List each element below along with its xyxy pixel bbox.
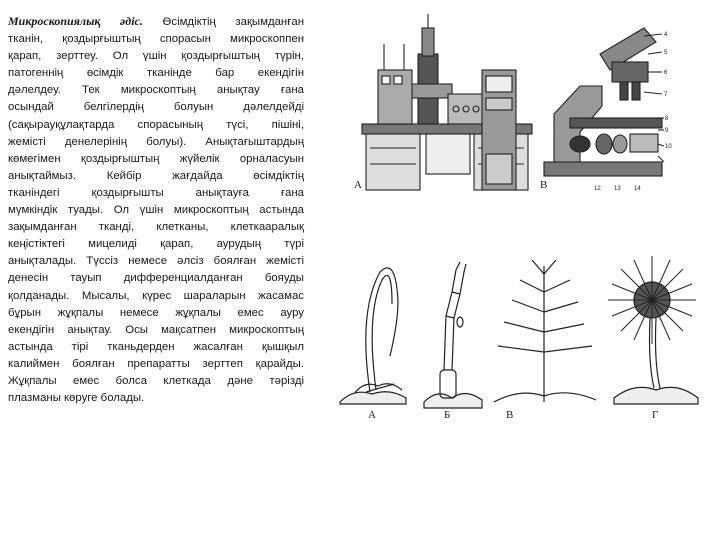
text-line: тканін, қоздырғыштың спорасын микроскоппен — [8, 33, 304, 46]
text-line: тканіндегі қоздырғышты анықтауға ғана — [8, 186, 304, 199]
text-line: екендігін анықтау. Осы мақсатпен микроскоптың — [8, 323, 304, 336]
text-line: калиймен боялған препаратты зерттеп қарайды. — [8, 357, 304, 370]
section-lead: Микроскопиялық әдіс. — [8, 14, 143, 28]
text-line: анықталады. Түссіз немесе әлсіз боялған жемісті — [8, 255, 304, 268]
text-line: қарап, зерттеу. Ол үшін қоздырғыштың түрін, — [8, 50, 304, 63]
text-line: Жұқпалы емес болса клеткада дәне тәрізді — [8, 374, 304, 387]
callout-label: 8 — [665, 116, 669, 122]
text-line: патогеннің өсімдік тканінде бар екендігін — [8, 67, 304, 80]
callout-label: 14 — [634, 186, 641, 192]
callout-label: 6 — [664, 70, 668, 76]
text-line: (сақырауқұлақтарда спорасының түсі, пішіні, — [8, 118, 304, 131]
radiating-sporangium-illustration-g — [608, 256, 698, 404]
description-paragraph — [8, 13, 304, 407]
text-line: мүмкіндік туады. Ол үшін микроскоптың астында — [8, 204, 304, 217]
figure-label-v: В — [506, 409, 514, 420]
text-line: Микроскопиялық әдіс. Өсімдіктің зақымданған — [8, 14, 305, 28]
callout-label: 5 — [664, 50, 668, 56]
hypha-illustration-a — [340, 268, 406, 404]
text-line: бұрын жұқпалы немесе жұқпалы емес ауру — [8, 306, 304, 319]
text-line: астында тірі тканьдерден жасалған қышқыл — [8, 340, 304, 353]
light-microscope-illustration — [544, 28, 664, 176]
text-line: көмегімен қоздырғыштың жүйелік орналасуын — [8, 152, 304, 165]
callout-label: 4 — [664, 32, 668, 38]
conidiophore-illustration-b — [424, 262, 482, 408]
text-line: зақымданған тканді, клетканы, клеткааралық — [8, 221, 304, 234]
text-line: қолданады. Мысалы, күрес шараларын жасамас — [8, 289, 304, 302]
text-line: плазманы көруге болады. — [8, 392, 145, 405]
callout-label: 7 — [664, 92, 668, 98]
figure-label-b: Б — [444, 409, 451, 420]
text-line: денесін тауып дифференциалданған бояуды — [8, 272, 304, 285]
text-line: кеңістіктегі мицелиді қарап, аурудың түрі — [8, 238, 304, 251]
figure-label-b: B — [540, 179, 548, 191]
callout-label: 9 — [665, 128, 669, 134]
figure-label-a: А — [368, 409, 376, 420]
figure-label-a: A — [354, 179, 362, 191]
callout-label: 12 — [594, 186, 601, 192]
text-line: анықтаймыз. Кейбір жағдайда өсімдіктің — [8, 169, 304, 182]
callout-label: 10 — [665, 144, 672, 150]
text-line: дәлелдеу. Тек микроскоптың анықтау ғана — [8, 84, 304, 97]
fungal-structures-figure — [334, 252, 706, 420]
callout-label: 13 — [614, 186, 621, 192]
branched-conidiophore-illustration-v — [494, 260, 596, 402]
text-line: осындай белгілердің болуын дәлелдейді — [8, 101, 304, 114]
text-line: жемісті денелерінің болуы). Анықтағыштардың — [8, 135, 304, 148]
microscopes-figure — [344, 14, 674, 220]
research-microscope-illustration — [362, 14, 532, 190]
figure-label-g: Г — [652, 409, 659, 420]
